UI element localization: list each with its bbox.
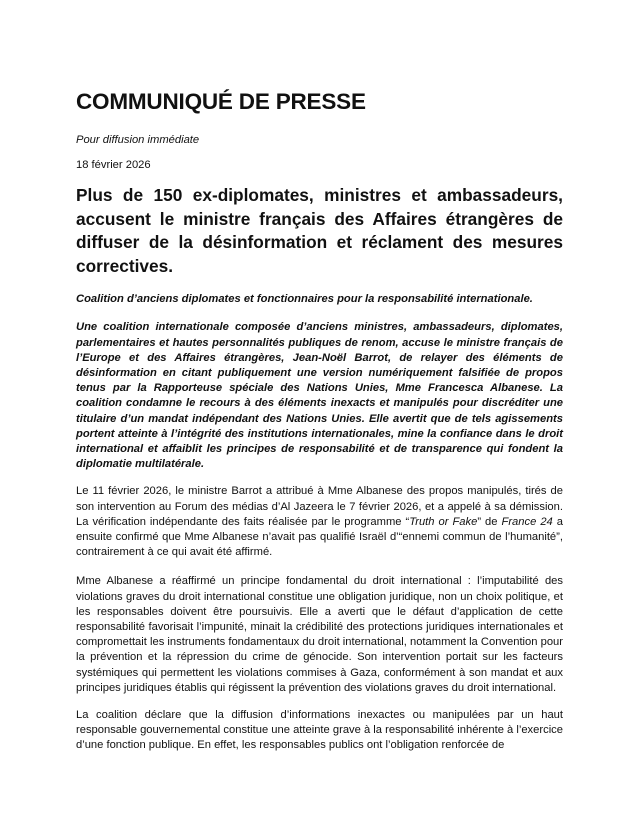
channel-name: France 24 (501, 515, 553, 528)
program-name: Truth or Fake (409, 515, 478, 528)
paragraph-2-text-2: ” de (477, 515, 502, 528)
paragraph-2-text-3: a ensuite confirmé que Mme Albanese n’avait pas qualifié Israël d’“ennemi commun de l’humanité”, contrairement à ce qui avait été affirmé. (76, 515, 563, 559)
paragraph-2 (76, 484, 563, 560)
headline: Plus de 150 ex-diplomates, ministres et ambassadeurs, accusent le ministre français des Affaires étrangères de diffuser de la désinformation et réclament des mesures correctives. (76, 185, 563, 276)
paragraph-2-text-1: Le 11 février 2026, le ministre Barrot a attribué à Mme Albanese des propos manipulés, tirés de son intervention au Forum des médias d’Al Jazeera le 7 février 2026, et a appelé à sa démission. La vérification indépendante des faits réalisée par le programme “ (76, 485, 563, 528)
release-note: Pour diffusion immédiate (76, 134, 200, 146)
paragraph-3: Mme Albanese a réaffirmé un principe fondamental du droit international : l’imputabilité des violations graves du droit international constitue une obligation juridique, non un choix politique, et les responsables doivent être poursuivis. Elle a averti que le défaut d’application de cette responsabilité favorisait l’impunité, minait la crédibilité des protections juridiques internationales et compromettait les instruments fondamentaux du droit international, notamment la Convention pour la prévention et la répression du crime de génocide. Son intervention portait sur les facteurs systémiques qui permettent les violations commises à Gaza, conformément à son mandat et aux principes juridiques établis qui régissent la prévention des violations graves du droit international. (76, 575, 563, 694)
page-title: COMMUNIQUÉ DE PRESSE (76, 89, 366, 114)
coalition-line: Coalition d’anciens diplomates et fonctionnaires pour la responsabilité internationale. (76, 293, 533, 306)
paragraph-4: La coalition déclare que la diffusion d’informations inexactes ou manipulées par un haut responsable gouvernemental constitue une atteinte grave à la responsabilité inhérente à l’exercice d’une fonction publique. En effet, les responsables publics ont l’obligation renforcée de (76, 709, 563, 752)
intro-paragraph: Une coalition internationale composée d’anciens ministres, ambassadeurs, diplomates, parlementaires et hautes personnalités publiques de renom, accuse le ministre français de l’Europe et des Affaires étrangères, Jean-Noël Barrot, de relayer des éléments de désinformation en citant publiquement une version numériquement falsifiée de propos tenus par la Rapporteuse spéciale des Nations Unies, Mme Francesca Albanese. La coalition condamne le recours à des éléments inexacts et manipulés pour discréditer une titulaire d’un mandat indépendant des Nations Unies. Elle avertit que de tels agissements portent atteinte à l’intégrité des institutions internationales, mine la confiance dans le droit international et affaiblit les principes de responsabilité et de transparence qui fondent la diplomatie multilatérale. (76, 321, 563, 471)
release-date: 18 février 2026 (76, 159, 151, 171)
press-release-page (76, 88, 563, 754)
